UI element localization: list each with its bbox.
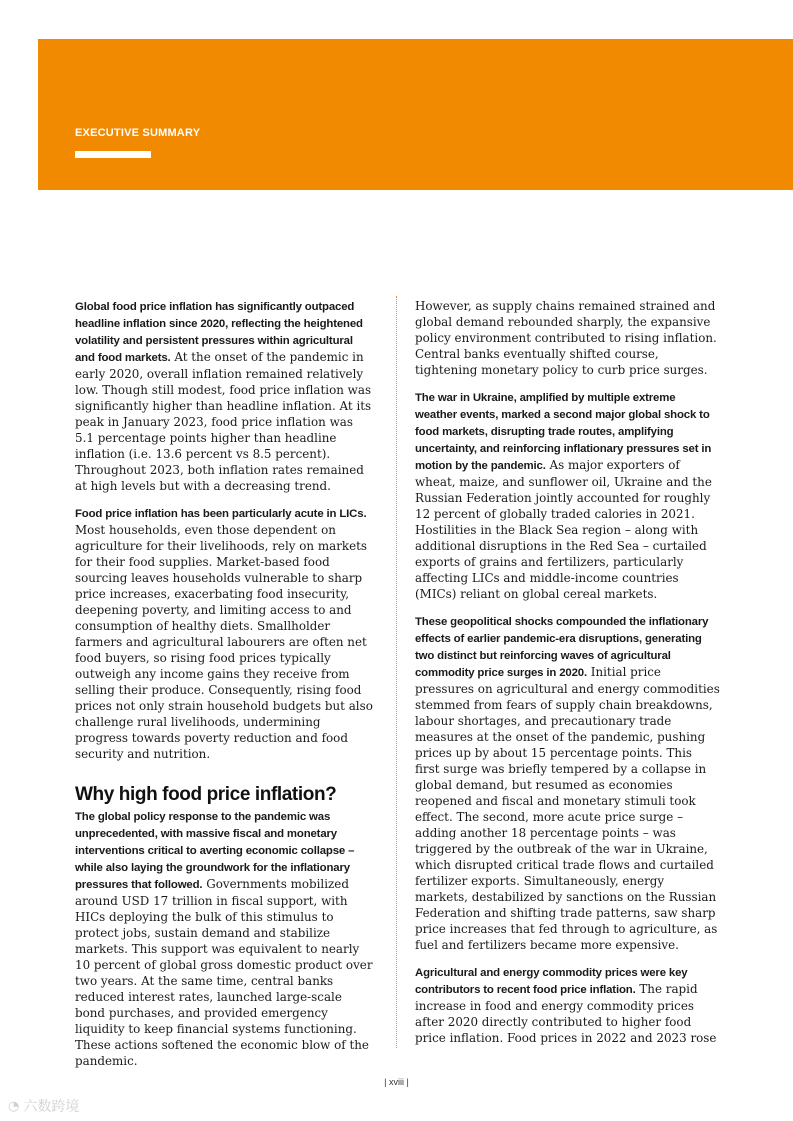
paragraph bbox=[75, 808, 375, 1069]
column-divider bbox=[396, 296, 397, 1048]
paragraph bbox=[415, 389, 720, 602]
section-label-underline bbox=[75, 151, 151, 158]
logo-icon: ◔ bbox=[8, 1098, 20, 1114]
right-column bbox=[415, 298, 720, 1057]
paragraph-lead: These geopolitical shocks compounded the inflationary effects of earlier pandemic-era disruptions, generating two distinct but reinforcing waves of agricultural commodity price surges in 2020. bbox=[415, 616, 709, 679]
section-label: EXECUTIVE SUMMARY bbox=[75, 127, 201, 139]
paragraph-lead: The global policy response to the pandemic was unprecedented, with massive fiscal and monetary interventions critical to averting economic collapse – while also laying the groundwork for the inflationary pressures that followed. bbox=[75, 811, 355, 891]
header-banner bbox=[38, 39, 793, 190]
watermark bbox=[8, 1096, 79, 1116]
left-column bbox=[75, 298, 375, 1080]
paragraph-body: The rapid increase in food and energy commodity prices after 2020 directly contributed to higher food price inflation. Food prices in 2022 and 2023 rose bbox=[415, 982, 717, 1045]
paragraph bbox=[75, 505, 375, 762]
paragraph-body: However, as supply chains remained strained and global demand rebounded sharply, the expansive policy environment contributed to rising inflation. Central banks eventually shifted course, tightening monetary policy to curb price surges. bbox=[415, 299, 717, 377]
paragraph-lead: Global food price inflation has significantly outpaced headline inflation since 2020, reflecting the heightened volatility and persistent pressures within agricultural and food markets. bbox=[75, 301, 363, 364]
paragraph-lead: The war in Ukraine, amplified by multiple extreme weather events, marked a second major global shock to food markets, disrupting trade routes, amplifying uncertainty, and reinforcing inflationary pressures set in motion by the pandemic. bbox=[415, 392, 712, 472]
paragraph bbox=[75, 298, 375, 494]
paragraph-lead: Food price inflation has been particularly acute in LICs. bbox=[75, 508, 367, 520]
paragraph bbox=[415, 613, 720, 953]
paragraph bbox=[415, 964, 720, 1046]
watermark-text: 六数跨境 bbox=[23, 1099, 80, 1115]
paragraph bbox=[415, 298, 720, 378]
page-number: | xviii | bbox=[384, 1077, 409, 1087]
paragraph-body: Governments mobilized around USD 17 trillion in fiscal support, with HICs deploying the bulk of this stimulus to protect jobs, sustain demand and stabilize markets. This support was equivalent to nearly 10 percent of global gross domestic product over two years. At the same time, central banks reduced interest rates, launched large-scale bond purchases, and provided emergency liquidity to keep financial systems functioning. These actions softened the economic blow of the pandemic. bbox=[75, 877, 373, 1068]
paragraph-body: Most households, even those dependent on agriculture for their livelihoods, rely on markets for their food supplies. Market-based food sourcing leaves households vulnerable to sharp price increases, exacerbating food insecurity, deepening poverty, and limiting access to and consumption of healthy diets. Smallholder farmers and agricultural labourers are often net food buyers, so rising food prices typically outweigh any income gains they receive from selling their produce. Consequently, rising food prices not only strain household budgets but also challenge rural livelihoods, undermining progress towards poverty reduction and food security and nutrition. bbox=[75, 523, 373, 761]
paragraph-body: As major exporters of wheat, maize, and sunflower oil, Ukraine and the Russian Federation jointly accounted for roughly 12 percent of globally traded calories in 2021. Hostilities in the Black Sea region – along with additional disruptions in the Red Sea – curtailed exports of grains and fertilizers, particularly affecting LICs and middle-income countries (MICs) reliant on global cereal markets. bbox=[415, 458, 712, 601]
paragraph-body: At the onset of the pandemic in early 2020, overall inflation remained relatively low. Though still modest, food price inflation was significantly higher than headline inflation. At its peak in January 2023, food price inflation was 5.1 percentage points higher than headline inflation (i.e. 13.6 percent vs 8.5 percent). Throughout 2023, both inflation rates remained at high levels but with a decreasing trend. bbox=[75, 350, 372, 493]
paragraph-body: Initial price pressures on agricultural and energy commodities stemmed from fears of supply chain breakdowns, labour shortages, and precautionary trade measures at the onset of the pandemic, pushing prices up by about 15 percentage points. This first surge was briefly tempered by a collapse in global demand, but resumed as economies reopened and fiscal and monetary stimuli took effect. The second, more acute price surge – adding another 18 percentage points – was triggered by the outbreak of the war in Ukraine, which disrupted critical trade flows and curtailed fertilizer exports. Simultaneously, energy markets, destabilized by sanctions on the Russian Federation and shifting trade patterns, saw sharp price increases that fed through to agriculture, as fuel and fertilizers became more expensive. bbox=[415, 665, 720, 952]
paragraph-lead: Agricultural and energy commodity prices were key contributors to recent food price inflation. bbox=[415, 967, 688, 996]
section-heading: Why high food price inflation? bbox=[75, 784, 337, 805]
